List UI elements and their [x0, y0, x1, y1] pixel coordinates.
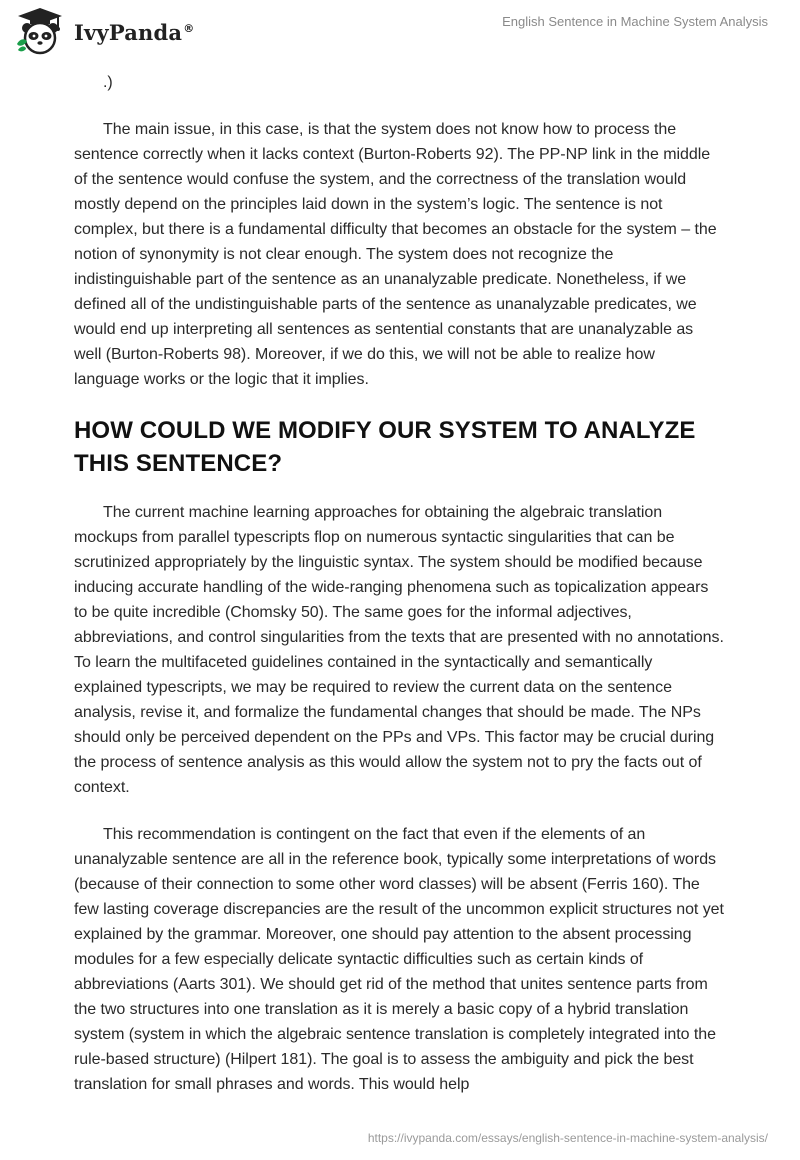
paragraph-fragment: .) [103, 74, 113, 91]
registered-mark: ® [183, 21, 195, 35]
panda-graduate-icon [14, 6, 68, 56]
logo-text: IvyPanda® [74, 19, 195, 45]
ivypanda-logo[interactable] [14, 6, 194, 56]
paragraph: The main issue, in this case, is that the system does not know how to process the sentence correctly when it lacks context (Burton-Roberts 92). The PP-NP link in the middle of the sentence would confuse the system, and the correctness of the translation would mostly depend on the principles laid down in the system’s logic. The sentence is not complex, but there is a fundamental difficulty that becomes an obstacle for the system – the notion of synonymity is not clear enough. The system does not recognize the indistinguishable part of the sentence as an unanalyzable predicate. Nonetheless, if we defined all of the undistinguishable parts of the sentence as unanalyzable predicates, we would end up interpreting all sentences as sentential constants that are unanalyzable as well (Burton-Roberts 98). Moreover, if we do this, we will not be able to realize how language works or the logic that it implies. [74, 121, 717, 388]
source-url[interactable]: https://ivypanda.com/essays/english-sentence-in-machine-system-analysis/ [367, 1131, 768, 1145]
page-header [0, 0, 800, 62]
section-heading: HOW COULD WE MODIFY OUR SYSTEM TO ANALYZE THIS SENTENCE? [74, 417, 696, 477]
document-title: English Sentence in Machine System Analysis [502, 14, 768, 29]
paragraph: The current machine learning approaches for obtaining the algebraic translation mockups from parallel typescripts flop on numerous syntactic singularities that can be scrutinized appropriately by the linguistic syntax. The system should be modified because inducing accurate handling of the wide-ranging phenomena such as topicalization appears to be quite incredible (Chomsky 50). The same goes for the informal adjectives, abbreviations, and control singularities from the texts that are presented with no annotations. To learn the multifaceted guidelines contained in the syntactically and semantically explained typescripts, we may be required to review the current data on the sentence analysis, revise it, and formalize the fundamental changes that should be made. The NPs should only be perceived dependent on the PPs and VPs. This factor may be crucial during the process of sentence analysis as this would allow the system not to pry the facts out of context. [74, 504, 724, 796]
essay-content [74, 70, 724, 1119]
paragraph: This recommendation is contingent on the fact that even if the elements of an unanalyzable sentence are all in the reference book, typically some interpretations of words (because of their connection to some other word classes) will be absent (Ferris 160). The few lasting coverage discrepancies are the result of the uncommon explicit structures not yet explained by the grammar. Moreover, one should pay attention to the absent processing modules for a few especially delicate syntactic difficulties such as certain kinds of abbreviations (Aarts 301). We should get rid of the method that unites sentence parts from the two structures into one translation as it is merely a basic copy of a hybrid translation system (system in which the algebraic sentence translation is completely integrated into the rule-based structure) (Hilpert 181). The goal is to assess the ambiguity and pick the best translation for small phrases and words. This would help [74, 826, 724, 1093]
